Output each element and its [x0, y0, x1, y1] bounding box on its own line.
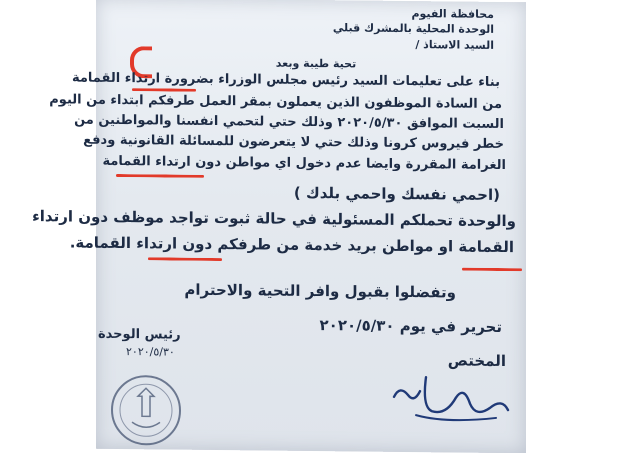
local-unit-name: الوحدة المحلية بالمشرك قبلي [332, 21, 494, 36]
body-line: السبت الموافق ٢٠٢٠/٥/٣٠ وذلك حتي لتحمي انفسنا والمواطنين من [74, 112, 504, 133]
addressee-line: السيد الاستاذ / [415, 38, 494, 52]
handwritten-signature [386, 367, 516, 428]
greeting: تحية طيبة وبعد [275, 56, 357, 71]
official-label: المختص [447, 351, 506, 371]
head-note: ٢٠٢٠/٥/٣٠ [126, 345, 175, 359]
official-stamp-icon [98, 366, 208, 447]
highlight-underline [116, 174, 204, 178]
highlight-underline [462, 268, 522, 272]
closing-line: وتفضلوا بقبول وافر التحية والاحترام [184, 280, 456, 302]
body-line: بناء على تعليمات السيد رئيس مجلس الوزراء بضرورة ارتداء القمامة [71, 70, 500, 90]
head-of-unit-label: رئيس الوحدة [98, 326, 181, 343]
letter-sheet [32, 0, 526, 453]
highlight-underline [148, 257, 222, 261]
slogan: (احمي نفسك واحمي بلدك ) [293, 183, 500, 204]
date-line: تحرير في يوم ٢٠٢٠/٥/٣٠ [319, 316, 502, 337]
responsibility-line: القمامة او مواطن بريد خدمة من طرفكم دون ارتداء القمامة. [69, 233, 514, 257]
body-line: الغرامة المقررة وايضا عدم دخول اي مواطن دون ارتداء القمامة [102, 153, 506, 174]
body-line: خطر فيروس كرونا وذلك حتي لا يتعرضون للمسائلة القانونية ودفع [83, 132, 504, 153]
governorate-name: محافظة الفيوم [411, 7, 494, 21]
highlight-underline [132, 88, 196, 92]
responsibility-line: والوحدة تحملكم المسئولية في حالة ثبوت تواجد موظف دون ارتداء [32, 207, 516, 231]
body-line: من السادة الموظفون الذين يعملون بمقر العمل طرفكم ابتداء من اليوم [49, 92, 502, 113]
